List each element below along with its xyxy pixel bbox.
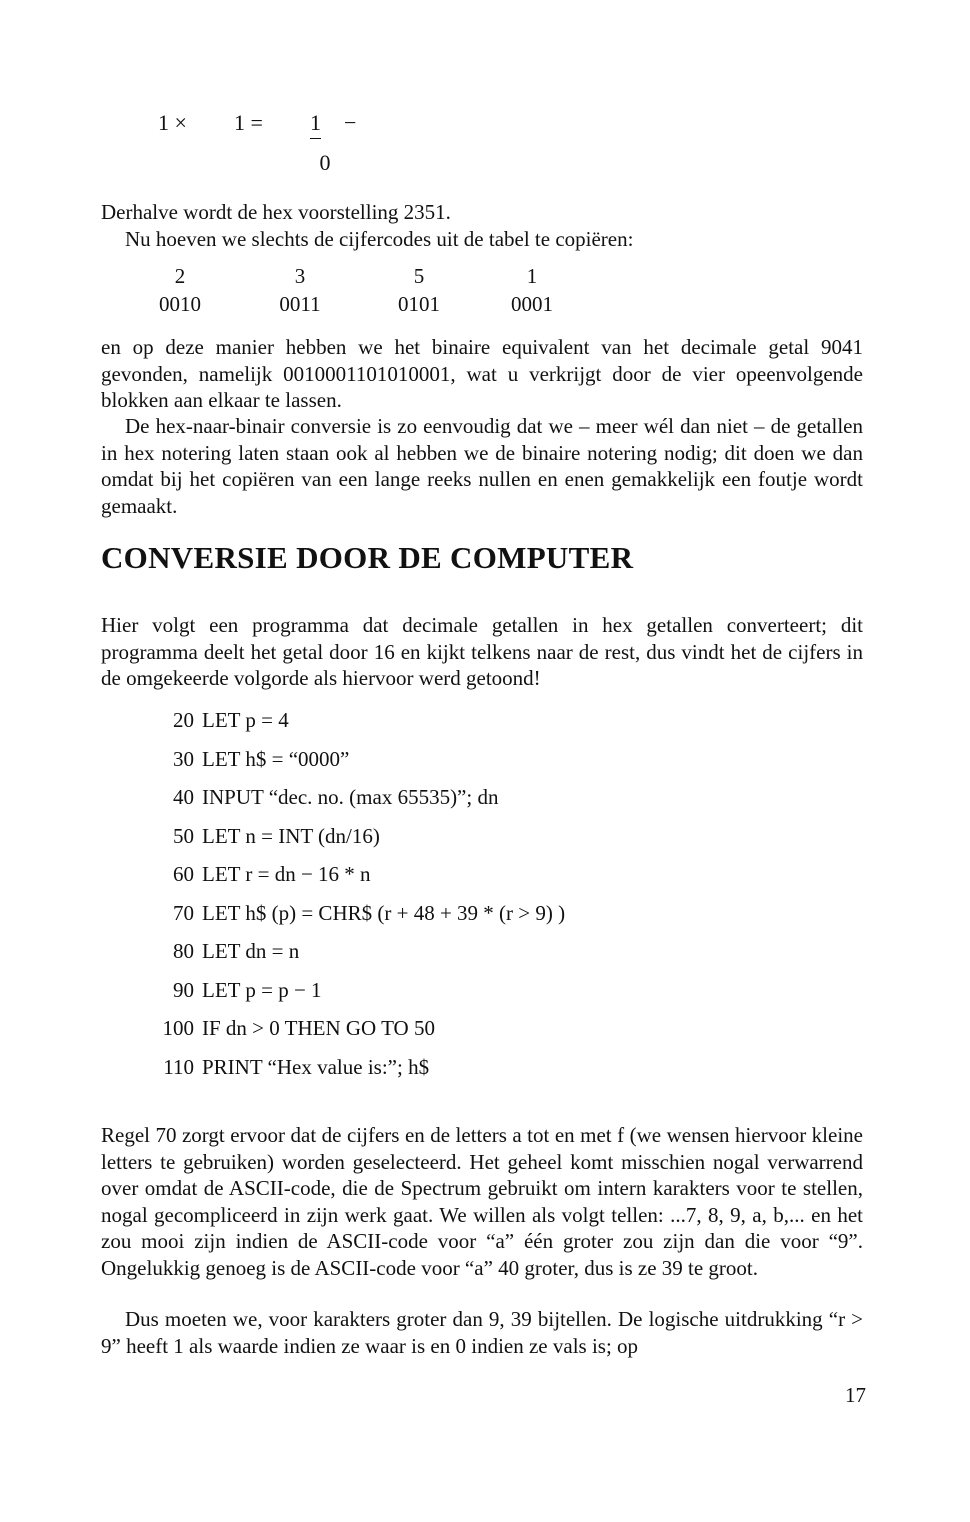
program-line xyxy=(138,862,371,887)
line-number: 80 xyxy=(173,939,194,963)
line-number: 70 xyxy=(173,900,194,925)
program-line xyxy=(138,978,322,1003)
line-code: LET dn = n xyxy=(202,939,300,963)
section-heading: CONVERSIE DOOR DE COMPUTER xyxy=(101,540,634,575)
hex-digit: 1 xyxy=(526,264,538,288)
program-line xyxy=(138,824,380,849)
line-code: LET p = 4 xyxy=(202,708,289,732)
line-number: 30 xyxy=(173,746,194,771)
paragraph-line-70-explanation: Regel 70 zorgt ervoor dat de cijfers en de letters a tot en met f (we wensen hiervoor kleine letters te gebruiken) worden geselecteerd. Het geheel komt misschien nogal verwarrend over omdat de ASCII-code, die de Spectrum gebruikt om intern karakters voor te stellen, nogal gecompliceerd in zijn werk gaat. We willen als volgt tellen: ...7, 8, 9, a, b,... en het zou mooi zijn indien de ASCII-code voor “a” één groter zou zijn dan die voor “9”. Ongelukkig genoeg is de ASCII-code voor “a” 40 groter, dus is ze 39 te groot. xyxy=(101,1123,863,1280)
paragraph-add-39: Dus moeten we, voor karakters groter dan 9, 39 bijtellen. De logische uitdrukking “r > 9” heeft 1 als waarde indien ze waar is en 0 indien ze vals is; op xyxy=(101,1307,863,1358)
calc-result: 1 xyxy=(310,110,321,139)
line-number: 100 xyxy=(162,1016,194,1040)
line-code: LET h$ (p) = CHR$ (r + 48 + 39 * (r > 9) ) xyxy=(202,900,566,925)
paragraph-hex-result: Derhalve wordt de hex voorstelling 2351. xyxy=(101,200,451,224)
line-code: PRINT “Hex value is:”; h$ xyxy=(202,1054,430,1079)
line-number: 40 xyxy=(173,785,194,809)
program-line xyxy=(138,1016,435,1041)
program-line xyxy=(138,747,349,772)
hex-digit: 3 xyxy=(294,264,306,288)
paragraph-program-intro: Hier volgt een programma dat decimale getallen in hex getallen converteert; dit programma deelt het getal door 16 en kijkt telkens naar de rest, dus vindt het de cijfers in de omgekeerde volgorde als hiervoor werd getoond! xyxy=(101,613,863,690)
line-code: LET r = dn − 16 * n xyxy=(202,862,371,886)
program-line xyxy=(138,708,289,733)
hex-digit: 2 xyxy=(174,264,186,288)
paragraph-copy-codes: Nu hoeven we slechts de cijfercodes uit de tabel te copiëren: xyxy=(125,227,634,251)
line-code: IF dn > 0 THEN GO TO 50 xyxy=(202,1016,435,1040)
line-number: 50 xyxy=(173,823,194,848)
binary-code: 0001 xyxy=(511,292,553,316)
page-number: 17 xyxy=(845,1383,866,1407)
program-line xyxy=(138,939,299,964)
calc-remainder: 0 xyxy=(319,150,331,175)
calc-equals: 1 = xyxy=(234,110,263,135)
program-line xyxy=(138,901,565,926)
line-code: LET n = INT (dn/16) xyxy=(202,823,380,848)
line-code: LET p = p − 1 xyxy=(202,977,322,1002)
line-number: 20 xyxy=(173,708,194,732)
line-code: INPUT “dec. no. (max 65535)”; dn xyxy=(202,785,499,809)
program-line xyxy=(138,785,498,810)
binary-code: 0101 xyxy=(398,292,440,316)
line-code: LET h$ = “0000” xyxy=(202,746,350,771)
line-number: 90 xyxy=(173,977,194,1002)
calc-multiplier: 1 × xyxy=(158,110,187,135)
paragraph-hex-to-binary: De hex-naar-binair conversie is zo eenvoudig dat we – meer wél dan niet – de getallen in hex notering laten staan ook al hebben we de binaire notering nodig; dit doen we dan omdat bij het copiëren van een lange reeks nullen en enen gemakkelijk een foutje wordt gemaakt. xyxy=(101,414,863,518)
line-number: 60 xyxy=(173,862,194,886)
paragraph-binary-equivalent: en op deze manier hebben we het binaire equivalent van het decimale getal 9041 gevonden, namelijk 0010001101010001, wat u verkrijgt door de vier opeenvolgende blokken aan elkaar te lassen. xyxy=(101,335,863,412)
hex-digit: 5 xyxy=(413,264,425,288)
calc-dash: − xyxy=(344,110,357,135)
binary-code: 0010 xyxy=(159,292,201,316)
line-number: 110 xyxy=(163,1054,194,1079)
binary-code: 0011 xyxy=(279,292,321,316)
program-line xyxy=(138,1055,429,1080)
